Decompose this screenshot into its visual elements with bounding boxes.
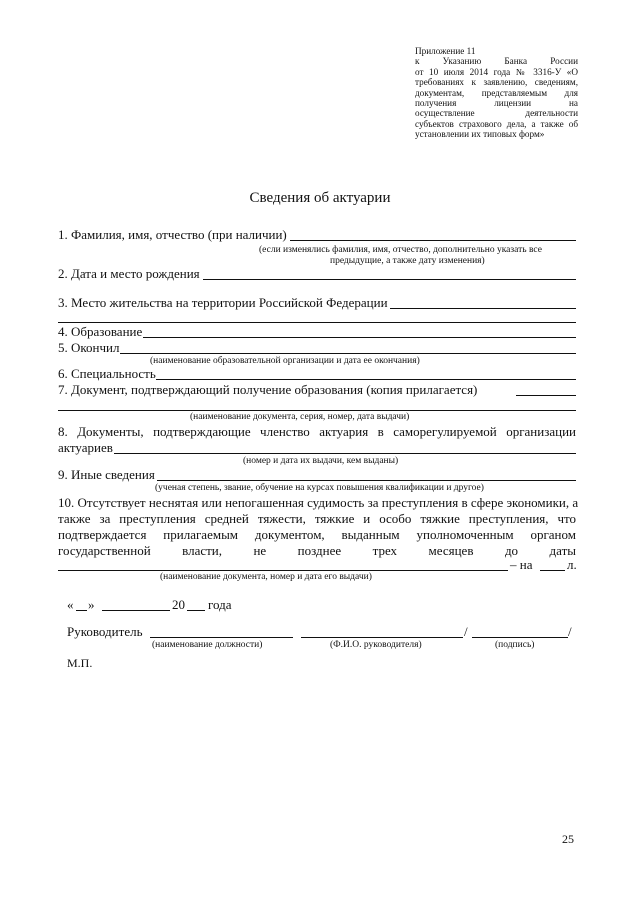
item-6-field[interactable] [156,379,576,380]
item-1-caption: (если изменялись фамилия, имя, отчество, дополнительно указать все [259,245,542,255]
item-4-field[interactable] [143,337,576,338]
caption-sign: (подпись) [495,640,535,650]
item-7-field[interactable] [516,395,576,396]
item-10-l: л. [567,557,577,572]
item-10-pages-field[interactable] [540,570,565,571]
item-9-field[interactable] [157,480,576,481]
signature-label: Руководитель [67,624,143,639]
item-8-label-2: актуариев [58,440,113,455]
item-9-caption: (ученая степень, звание, обучение на курсах повышения квалификации и другое) [155,483,484,493]
appendix-line: требованиях к заявлению, сведениям, [415,77,578,88]
item-10-line: 10. Отсутствует неснятая или непогашенная судимость за преступления в сфере экономики, а [58,495,579,510]
appendix-line: субъектов страхового дела, а также об [415,118,578,129]
appendix-line: получения лицензии на [415,98,578,109]
item-8-label: 8. Документы, подтверждающие членство актуария в саморегулируемой организации [58,424,576,439]
appendix-line: Приложение 11 [415,46,476,56]
fio-field[interactable] [301,637,463,638]
item-1-caption-2: предыдущие, а также дату изменения) [330,256,485,266]
item-7-label: 7. Документ, подтверждающий получение образования (копия прилагается) [58,382,478,397]
date-month-field[interactable] [102,610,170,611]
appendix-line: осуществление деятельности [415,108,578,119]
appendix-line: от 10 июля 2014 года № 3316-У «О [415,66,578,77]
item-3-field[interactable] [390,308,576,309]
caption-fio: (Ф.И.О. руководителя) [330,640,422,650]
item-5-label: 5. Окончил [58,340,120,355]
item-10-line: подтверждается прилагаемым документом, выданным уполномоченным органом [58,527,576,542]
slash-right: / [568,624,572,639]
item-2-label: 2. Дата и место рождения [58,266,200,281]
item-10-line: также за преступления средней тяжести, тяжкие и особо тяжкие преступления, что [58,511,576,526]
item-3-label: 3. Место жительства на территории Российской Федерации [58,295,388,310]
appendix-line: установлении их типовых форм» [415,129,545,140]
item-8-caption: (номер и дата их выдачи, кем выданы) [243,456,399,466]
item-10-na: – на [510,557,533,572]
appendix-line: к Указанию Банка России [415,56,578,67]
item-6-label: 6. Специальность [58,366,156,381]
item-10-doc-field[interactable] [58,570,508,571]
date-day-field[interactable] [76,610,87,611]
item-5-field[interactable] [120,353,576,354]
item-10-line: государственной власти, не позднее трех месяцев до даты [58,543,576,558]
item-10-caption: (наименование документа, номер и дата его выдачи) [160,572,372,582]
appendix-line: документам, представляемым для [415,87,578,98]
position-field[interactable] [150,637,293,638]
date-year-field[interactable] [187,610,205,611]
item-4-label: 4. Образование [58,324,143,339]
page-title: Сведения об актуарии [249,190,391,206]
item-5-caption: (наименование образовательной организации и дата ее окончания) [150,356,420,366]
date-open-quote: « [67,597,74,612]
sign-field[interactable] [472,637,568,638]
date-close-quote: » [88,597,95,612]
date-year-suffix: года [208,597,232,612]
item-2-field[interactable] [203,279,576,280]
appendix-note [415,46,578,140]
item-7-caption: (наименование документа, серия, номер, дата выдачи) [190,412,410,422]
item-1-field[interactable] [290,240,576,241]
item-1-label: 1. Фамилия, имя, отчество (при наличии) [58,227,287,242]
caption-position: (наименование должности) [152,640,263,650]
page-number: 25 [562,832,574,846]
item-9-label: 9. Иные сведения [58,467,155,482]
slash-left: / [464,624,468,639]
stamp-place: М.П. [67,656,93,670]
item-7-field-2[interactable] [58,410,576,411]
item-8-field[interactable] [114,453,576,454]
item-3-field-2[interactable] [58,322,576,323]
date-year-prefix: 20 [172,597,185,612]
